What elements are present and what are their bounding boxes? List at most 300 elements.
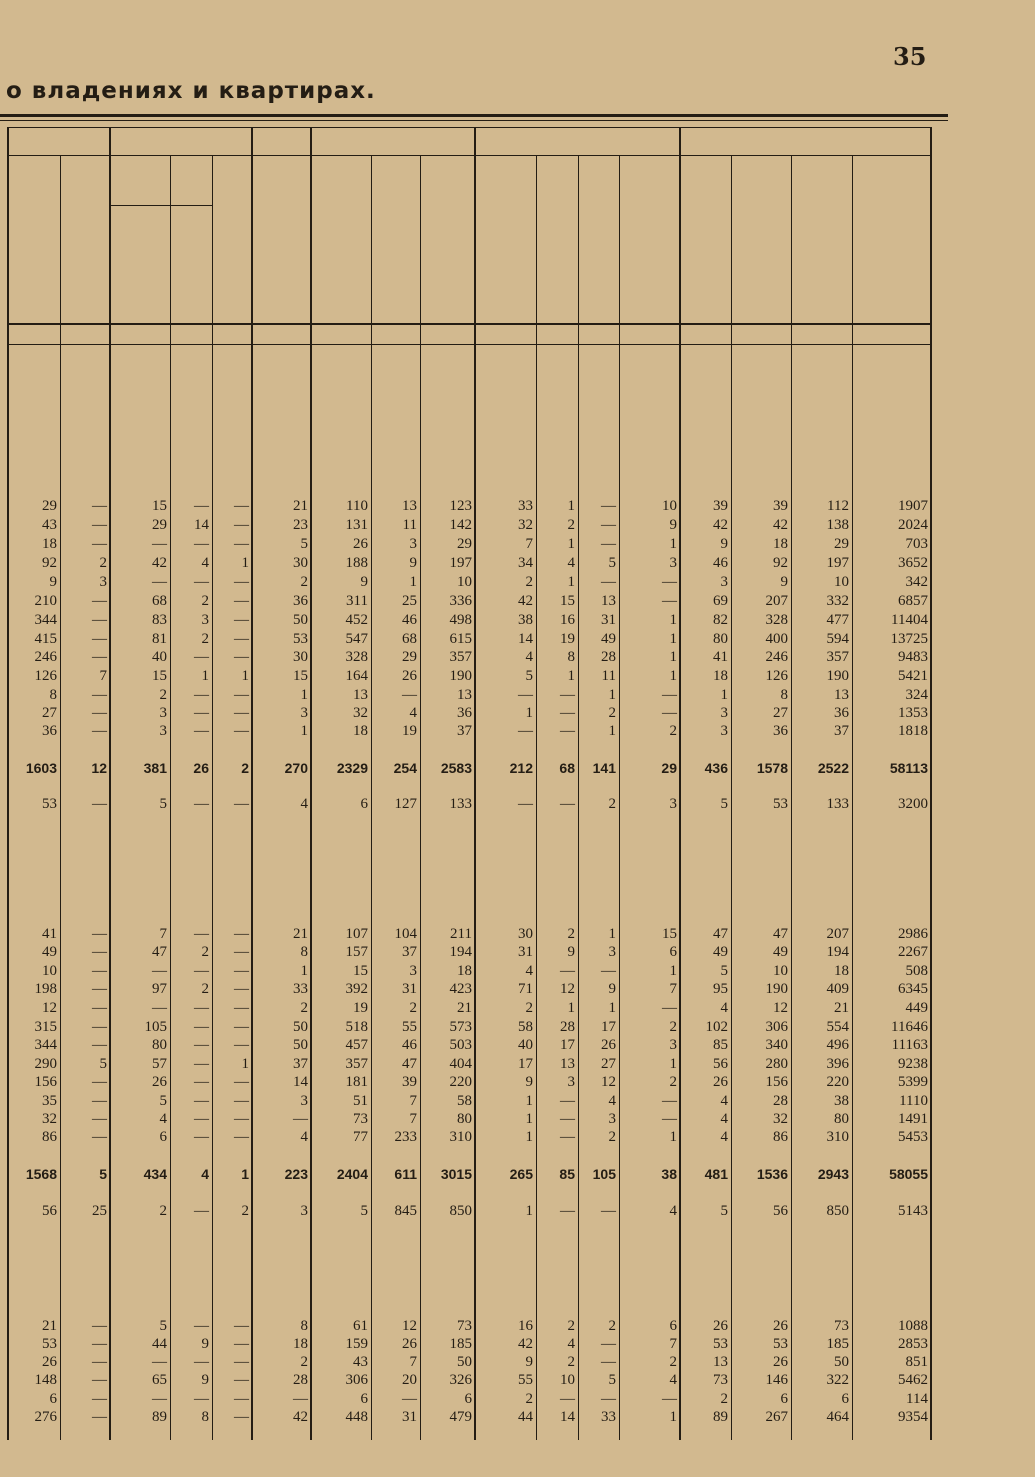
table-cell: 9 (525, 1354, 533, 1370)
table-cell: 80 (713, 631, 728, 647)
table-cell: 19 (560, 631, 575, 647)
table-cell: 56 (42, 1203, 57, 1219)
table-cell: 5 (720, 796, 728, 812)
table-cell: 850 (449, 1203, 472, 1219)
table-cell: 80 (834, 1111, 849, 1127)
table-cell: 503 (449, 1037, 472, 1053)
table-cell: 1578 (756, 760, 788, 776)
table-cell: 47 (402, 1056, 417, 1072)
table-cell: 4 (720, 1000, 728, 1016)
table-cell: 246 (34, 649, 57, 665)
table-cell: 434 (143, 1166, 167, 1182)
table-cell: 29 (152, 517, 167, 533)
table-cell: 404 (449, 1056, 472, 1072)
table-cell: 1 (669, 536, 677, 552)
table-cell: 2 (608, 705, 616, 721)
table-cell: 464 (826, 1409, 849, 1425)
table-cell: 82 (713, 612, 728, 628)
table-cell: — (234, 1372, 249, 1388)
table-cell: — (234, 631, 249, 647)
table-cell: 5 (159, 1093, 167, 1109)
table-cell: 1 (567, 536, 575, 552)
header-top-rule (8, 127, 932, 128)
table-cell: 10 (773, 963, 788, 979)
table-cell: — (194, 649, 209, 665)
table-cell: 50 (293, 1019, 308, 1035)
table-row (0, 980, 940, 998)
table-cell: 36 (293, 593, 308, 609)
table-cell: — (601, 498, 616, 514)
table-cell: — (194, 498, 209, 514)
table-cell: 25 (92, 1203, 107, 1219)
table-cell: 1 (669, 631, 677, 647)
table-cell: 3 (300, 705, 308, 721)
table-cell: 107 (345, 926, 368, 942)
table-row (0, 1371, 940, 1389)
table-row (0, 1353, 940, 1371)
table-cell: 2986 (898, 926, 928, 942)
table-cell: 2 (669, 723, 677, 739)
table-cell: 61 (353, 1318, 368, 1334)
table-cell: 77 (353, 1129, 368, 1145)
table-row (0, 1128, 940, 1146)
table-cell: — (92, 1019, 107, 1035)
table-cell: — (601, 517, 616, 533)
table-cell: — (601, 1336, 616, 1352)
table-cell: 33 (518, 498, 533, 514)
table-cell: 197 (449, 555, 472, 571)
table-cell: 32 (773, 1111, 788, 1127)
table-cell: 26 (713, 1074, 728, 1090)
table-cell: — (92, 1111, 107, 1127)
table-cell: 53 (42, 1336, 57, 1352)
table-cell: 220 (826, 1074, 849, 1090)
table-cell: — (194, 963, 209, 979)
table-cell: 2 (525, 1000, 533, 1016)
table-cell: — (194, 796, 209, 812)
table-cell: — (234, 612, 249, 628)
table-cell: 4 (669, 1203, 677, 1219)
table-cell: 39 (773, 498, 788, 514)
table-cell: 33 (293, 981, 308, 997)
table-cell: — (194, 1074, 209, 1090)
table-cell: 19 (353, 1000, 368, 1016)
table-cell: 35 (42, 1093, 57, 1109)
table-cell: — (92, 796, 107, 812)
table-cell: 73 (353, 1111, 368, 1127)
table-cell: 10 (834, 574, 849, 590)
table-cell: 498 (449, 612, 472, 628)
table-cell: 8 (567, 649, 575, 665)
table-row (0, 648, 940, 666)
table-cell: 1 (525, 705, 533, 721)
table-cell: 2404 (336, 1166, 368, 1182)
table-row (0, 962, 940, 980)
table-cell: 267 (765, 1409, 788, 1425)
table-cell: 138 (826, 517, 849, 533)
table-cell: 18 (457, 963, 472, 979)
table-cell: 1 (300, 723, 308, 739)
table-cell: 276 (34, 1409, 57, 1425)
table-cell: — (152, 536, 167, 552)
table-cell: 2 (300, 1000, 308, 1016)
table-cell: 6345 (898, 981, 928, 997)
table-cell: 43 (42, 517, 57, 533)
table-row (0, 1202, 940, 1220)
table-cell: 51 (353, 1093, 368, 1109)
table-row (0, 554, 940, 572)
table-cell: 518 (345, 1019, 368, 1035)
table-cell: — (234, 963, 249, 979)
table-cell: 4 (567, 555, 575, 571)
table-cell: 47 (152, 944, 167, 960)
table-cell: 5 (159, 796, 167, 812)
table-cell: 5399 (898, 1074, 928, 1090)
table-cell: 17 (560, 1037, 575, 1053)
table-cell: — (601, 574, 616, 590)
table-cell: 280 (765, 1056, 788, 1072)
table-cell: 21 (293, 926, 308, 942)
table-cell: — (234, 926, 249, 942)
table-cell: 19 (402, 723, 417, 739)
table-cell: 845 (394, 1203, 417, 1219)
table-cell: — (152, 963, 167, 979)
table-cell: 2 (525, 1391, 533, 1407)
table-cell: 156 (34, 1074, 57, 1090)
table-cell: 4 (300, 796, 308, 812)
table-cell: 8 (300, 1318, 308, 1334)
table-cell: 336 (449, 593, 472, 609)
table-cell: 3 (608, 944, 616, 960)
table-cell: 185 (826, 1336, 849, 1352)
table-cell: 449 (905, 1000, 928, 1016)
table-cell: — (601, 1391, 616, 1407)
table-cell: — (234, 1129, 249, 1145)
table-cell: 6 (669, 1318, 677, 1334)
table-cell: 3 (409, 536, 417, 552)
table-cell: 2267 (898, 944, 928, 960)
table-cell: 36 (834, 705, 849, 721)
table-cell: 9 (201, 1372, 209, 1388)
table-cell: 5143 (898, 1203, 928, 1219)
table-cell: 2522 (817, 760, 849, 776)
table-cell: 44 (152, 1336, 167, 1352)
table-cell: 56 (773, 1203, 788, 1219)
table-cell: 11 (601, 668, 616, 684)
table-cell: — (92, 1372, 107, 1388)
table-cell: — (194, 1129, 209, 1145)
table-cell: 21 (457, 1000, 472, 1016)
table-cell: — (662, 1000, 677, 1016)
table-cell: 1 (669, 649, 677, 665)
table-row (0, 535, 940, 553)
table-cell: — (92, 612, 107, 628)
table-cell: 8 (780, 687, 788, 703)
column-number-rule-bottom (8, 344, 932, 345)
table-cell: 40 (152, 649, 167, 665)
table-cell: 47 (713, 926, 728, 942)
table-cell: 392 (345, 981, 368, 997)
table-cell: 73 (834, 1318, 849, 1334)
table-cell: 310 (826, 1129, 849, 1145)
table-cell: 9 (669, 517, 677, 533)
table-cell: 1 (241, 668, 249, 684)
table-cell: 7 (669, 1336, 677, 1352)
table-cell: — (92, 498, 107, 514)
table-cell: 12 (773, 1000, 788, 1016)
table-cell: 31 (601, 612, 616, 628)
table-cell: 17 (601, 1019, 616, 1035)
table-cell: 73 (713, 1372, 728, 1388)
table-cell: 27 (773, 705, 788, 721)
table-cell: 611 (394, 1166, 417, 1182)
table-cell: 306 (345, 1372, 368, 1388)
page-number: 35 (893, 42, 927, 71)
table-cell: — (234, 536, 249, 552)
table-cell: 31 (402, 1409, 417, 1425)
table-cell: 2 (669, 1074, 677, 1090)
table-cell: 26 (402, 668, 417, 684)
table-cell: 328 (765, 612, 788, 628)
table-cell: 5462 (898, 1372, 928, 1388)
table-cell: 4 (669, 1372, 677, 1388)
table-cell: 2329 (336, 760, 368, 776)
table-cell: 8 (300, 944, 308, 960)
table-cell: 181 (345, 1074, 368, 1090)
table-cell: — (234, 981, 249, 997)
table-cell: 131 (345, 517, 368, 533)
table-cell: — (560, 705, 575, 721)
table-cell: 615 (449, 631, 472, 647)
table-cell: 7 (409, 1354, 417, 1370)
table-cell: 1 (669, 1129, 677, 1145)
table-cell: 2 (300, 574, 308, 590)
table-cell: 157 (345, 944, 368, 960)
table-cell: 2 (567, 926, 575, 942)
table-cell: 554 (826, 1019, 849, 1035)
table-cell: 29 (402, 649, 417, 665)
table-cell: 17 (518, 1056, 533, 1072)
table-cell: 2 (241, 760, 249, 776)
table-cell: — (234, 1354, 249, 1370)
table-cell: 2 (201, 981, 209, 997)
table-cell: 3200 (898, 796, 928, 812)
table-cell: — (92, 705, 107, 721)
table-cell: 3 (608, 1111, 616, 1127)
table-cell: 42 (518, 1336, 533, 1352)
table-cell: 7 (669, 981, 677, 997)
table-cell: 3015 (440, 1166, 472, 1182)
table-cell: 2853 (898, 1336, 928, 1352)
table-cell: — (560, 796, 575, 812)
table-cell: 2 (567, 1318, 575, 1334)
table-cell: — (92, 649, 107, 665)
table-cell: — (194, 705, 209, 721)
table-cell: 185 (449, 1336, 472, 1352)
table-cell: 68 (559, 760, 575, 776)
table-cell: 18 (713, 668, 728, 684)
table-cell: 207 (765, 593, 788, 609)
table-cell: — (194, 1093, 209, 1109)
table-cell: 14 (194, 517, 209, 533)
table-cell: — (662, 1093, 677, 1109)
table-cell: — (234, 593, 249, 609)
table-row (0, 667, 940, 685)
table-cell: 26 (152, 1074, 167, 1090)
table-cell: — (92, 944, 107, 960)
table-cell: 1 (608, 926, 616, 942)
table-cell: 18 (293, 1336, 308, 1352)
table-cell: 1 (241, 555, 249, 571)
table-cell: 68 (402, 631, 417, 647)
table-cell: 5 (99, 1166, 107, 1182)
table-cell: — (293, 1111, 308, 1127)
table-cell: 32 (353, 705, 368, 721)
group-header-rule (8, 155, 932, 156)
table-cell: 1 (567, 574, 575, 590)
table-cell: 9 (525, 1074, 533, 1090)
table-cell: — (560, 723, 575, 739)
table-cell: 850 (826, 1203, 849, 1219)
table-cell: 2024 (898, 517, 928, 533)
table-cell: — (293, 1391, 308, 1407)
table-cell: 1 (720, 687, 728, 703)
table-cell: 1 (608, 723, 616, 739)
table-cell: 190 (449, 668, 472, 684)
table-cell: 9 (608, 981, 616, 997)
table-cell: 1536 (756, 1166, 788, 1182)
table-cell: 1088 (898, 1318, 928, 1334)
table-cell: 1353 (898, 705, 928, 721)
table-cell: 310 (449, 1129, 472, 1145)
table-cell: 37 (834, 723, 849, 739)
table-row (0, 497, 940, 515)
table-row (0, 1110, 940, 1128)
table-cell: 270 (284, 760, 308, 776)
table-cell: 18 (834, 963, 849, 979)
table-cell: — (662, 593, 677, 609)
table-cell: 14 (518, 631, 533, 647)
table-cell: 46 (713, 555, 728, 571)
table-cell: 2 (567, 1354, 575, 1370)
table-cell: — (234, 1318, 249, 1334)
table-cell: 315 (34, 1019, 57, 1035)
table-cell: 1603 (25, 760, 57, 776)
table-cell: 381 (143, 760, 167, 776)
table-cell: 30 (518, 926, 533, 942)
table-cell: 2 (608, 1318, 616, 1334)
table-cell: 50 (457, 1354, 472, 1370)
table-cell: 37 (457, 723, 472, 739)
table-row (0, 686, 940, 704)
table-cell: 41 (713, 649, 728, 665)
table-cell: 39 (713, 498, 728, 514)
table-cell: 89 (713, 1409, 728, 1425)
table-cell: 28 (293, 1372, 308, 1388)
table-cell: 6 (464, 1391, 472, 1407)
table-cell: — (234, 498, 249, 514)
table-cell: 3 (159, 723, 167, 739)
table-cell: 15 (293, 668, 308, 684)
table-cell: — (92, 687, 107, 703)
table-cell: 85 (713, 1037, 728, 1053)
table-cell: 86 (773, 1129, 788, 1145)
table-row (0, 704, 940, 722)
table-cell: 10 (560, 1372, 575, 1388)
table-cell: 44 (518, 1409, 533, 1425)
table-cell: 2 (99, 555, 107, 571)
table-cell: 436 (704, 760, 728, 776)
table-cell: 1 (567, 668, 575, 684)
table-cell: 4 (720, 1129, 728, 1145)
table-cell: 6 (841, 1391, 849, 1407)
table-cell: — (92, 517, 107, 533)
table-row (0, 943, 940, 961)
table-cell: 423 (449, 981, 472, 997)
table-cell: — (194, 536, 209, 552)
table-cell: — (601, 963, 616, 979)
table-cell: — (92, 536, 107, 552)
table-cell: 7 (409, 1093, 417, 1109)
table-cell: 6 (159, 1129, 167, 1145)
table-cell: 6 (669, 944, 677, 960)
table-cell: 306 (765, 1019, 788, 1035)
table-cell: 55 (402, 1019, 417, 1035)
table-cell: — (92, 1129, 107, 1145)
table-cell: — (662, 574, 677, 590)
table-cell: 3 (669, 555, 677, 571)
table-cell: 2 (201, 631, 209, 647)
table-cell: 26 (42, 1354, 57, 1370)
table-cell: 2943 (817, 1166, 849, 1182)
table-cell: 95 (713, 981, 728, 997)
page-title: о владениях и квартирах. (6, 78, 376, 104)
table-cell: 190 (765, 981, 788, 997)
table-cell: 415 (34, 631, 57, 647)
table-cell: — (560, 963, 575, 979)
table-cell: 357 (449, 649, 472, 665)
table-cell: 12 (601, 1074, 616, 1090)
table-cell: 5 (608, 555, 616, 571)
table-cell: 1 (608, 687, 616, 703)
table-cell: 156 (765, 1074, 788, 1090)
table-cell: 13 (353, 687, 368, 703)
table-cell: — (560, 687, 575, 703)
table-cell: 27 (42, 705, 57, 721)
table-cell: — (662, 1391, 677, 1407)
table-cell: 112 (827, 498, 849, 514)
table-cell: 65 (152, 1372, 167, 1388)
table-cell: 12 (42, 1000, 57, 1016)
table-cell: 11646 (891, 1019, 928, 1035)
table-cell: 29 (661, 760, 677, 776)
table-cell: 1907 (898, 498, 928, 514)
table-cell: 29 (457, 536, 472, 552)
table-total-row (0, 759, 940, 777)
table-cell: — (194, 1318, 209, 1334)
table-cell: — (92, 593, 107, 609)
table-cell: 2 (567, 517, 575, 533)
table-cell: 342 (905, 574, 928, 590)
table-cell: 71 (518, 981, 533, 997)
table-cell: 141 (592, 760, 616, 776)
table-cell: — (234, 1391, 249, 1407)
table-cell: 2 (201, 593, 209, 609)
table-cell: 594 (826, 631, 849, 647)
table-cell: 2 (720, 1391, 728, 1407)
table-cell: 9 (49, 574, 57, 590)
table-cell: 190 (826, 668, 849, 684)
